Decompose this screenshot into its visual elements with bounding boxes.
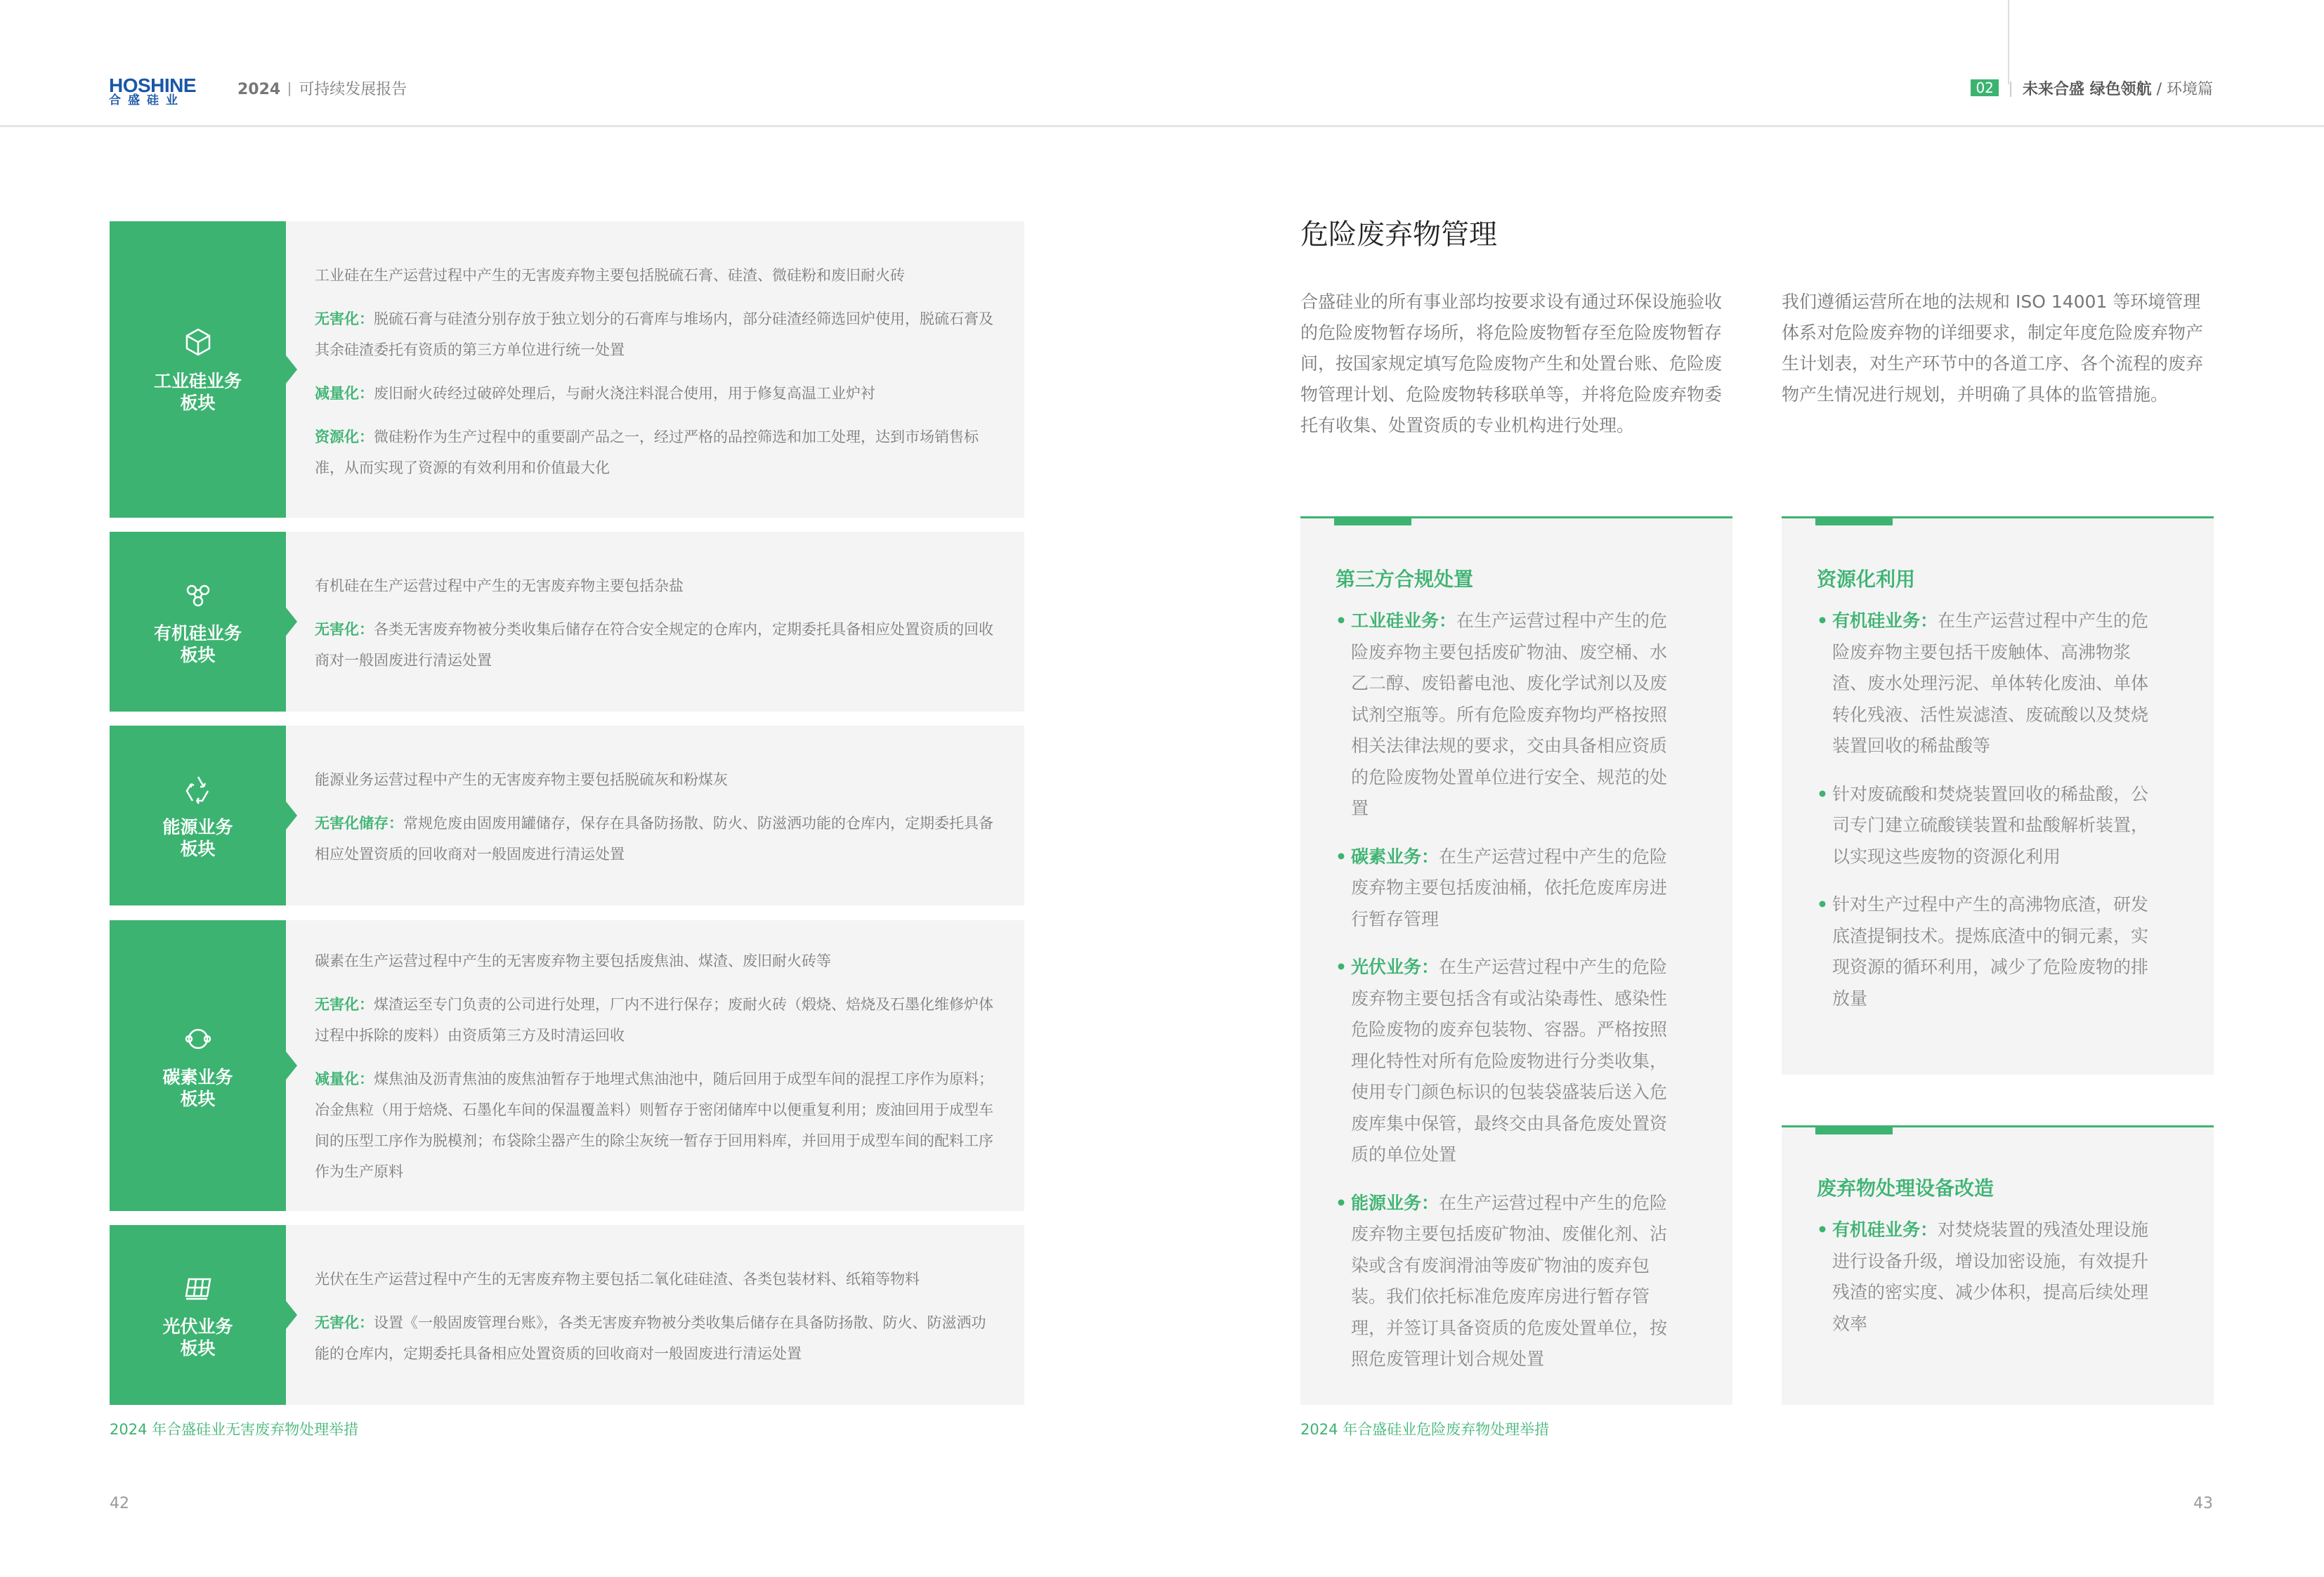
list-item: • 光伏业务：在生产运营过程中产生的危险废弃物主要包括含有或沾染毒性、感染性危险废物的废弃包装物、容器。严格按照理化特性对所有危险废物进行分类收集，使用专门颜色标识的包装袋盛装后送入危废库集中保管，最终交由具备危废处置资质的单位处置 <box>1336 952 1683 1171</box>
segment-body <box>315 570 996 676</box>
page-header <box>0 0 2324 126</box>
report-name: 可持续发展报告 <box>299 81 407 98</box>
page-number-right: 43 <box>2193 1495 2213 1512</box>
divider <box>289 82 290 96</box>
segment-intro: 有机硅在生产运营过程中产生的无害废弃物主要包括杂盐 <box>315 577 684 594</box>
card-third-party-disposal <box>1300 516 1732 1405</box>
segment-label: 工业硅业务 板块 <box>153 371 242 413</box>
page-spine <box>2008 0 2009 84</box>
chapter-title: 未来合盛 绿色领航 <box>2022 81 2152 98</box>
list-item: • 有机硅业务：对焚烧装置的残渣处理设施进行设备升级，增设加密设施，有效提升残渣的密实度、减少体积，提高后续处理效率 <box>1817 1215 2165 1340</box>
segment-intro: 光伏在生产运营过程中产生的无害废弃物主要包括二氧化硅硅渣、各类包装材料、纸箱等物料 <box>315 1271 920 1288</box>
card-title: 废弃物处理设备改造 <box>1817 1177 1995 1200</box>
list-item: • 有机硅业务：在生产运营过程中产生的危险废弃物主要包括干废触体、高沸物浆渣、废水处理污泥、单体转化废油、单体转化残液、活性炭滤渣、废硫酸以及焚烧装置回收的稀盐酸等 <box>1817 606 2165 762</box>
segment-item: 无害化：各类无害废弃物被分类收集后储存在符合安全规定的仓库内，定期委托具备相应处置资质的回收商对一般固废进行清运处置 <box>315 621 993 669</box>
list-item: • 碳素业务：在生产运营过程中产生的危险废弃物主要包括废油桶，依托危废库房进行暂存管理 <box>1336 842 1683 936</box>
segment-item: 无害化：煤渣运至专门负责的公司进行处理，厂内不进行保存；废耐火砖（煅烧、焙烧及石墨化维修炉体过程中拆除的废料）由资质第三方及时清运回收 <box>315 996 993 1044</box>
segment-label-block <box>110 1225 286 1405</box>
segment-item: 减量化：废旧耐火砖经过破碎处理后，与耐火浇注料混合使用，用于修复高温工业炉衬 <box>315 385 875 402</box>
intro-paragraph-left: 合盛硅业的所有事业部均按要求设有通过环保设施验收的危险废物暂存场所，将危险废物暂存至危险废物暂存间，按国家规定填写危险废物产生和处置台账、危险废物管理计划、危险废物转移联单等，并将危险废弃物委托有收集、处置资质的专业机构进行处理。 <box>1300 292 1723 436</box>
table-caption-right: 2024 年合盛硅业危险废弃物处理举措 <box>1300 1421 1550 1438</box>
card-equipment-upgrade <box>1782 1125 2214 1405</box>
segment-label: 能源业务 板块 <box>162 817 233 859</box>
segment-item: 无害化：脱硫石膏与硅渣分别存放于独立划分的石膏库与堆场内，部分硅渣经筛选回炉使用，脱硫石膏及其余硅渣委托有资质的第三方单位进行统一处置 <box>315 310 993 358</box>
card-tab <box>1815 1125 1893 1134</box>
chapter-label: 02 未来合盛 绿色领航 / 环境篇 <box>1971 79 2213 100</box>
divider <box>2010 81 2011 97</box>
segment-photovoltaic <box>110 1225 1024 1405</box>
cube-icon <box>181 325 216 360</box>
segment-label-block <box>110 221 286 518</box>
segment-item: 无害化：设置《一般固废管理台账》，各类无害废弃物被分类收集后储存在具备防扬散、防火、防滋洒功能的仓库内，定期委托具备相应处置资质的回收商对一般固废进行清运处置 <box>315 1314 986 1362</box>
segment-label: 光伏业务 板块 <box>162 1316 233 1359</box>
segment-organic-silicon <box>110 532 1024 712</box>
header-divider <box>0 125 2324 127</box>
report-title <box>237 79 407 100</box>
segment-label: 碳素业务 板块 <box>162 1067 233 1109</box>
table-caption-left: 2024 年合盛硅业无害废弃物处理举措 <box>110 1421 359 1438</box>
logo-text-en: HOSHINE <box>109 74 197 96</box>
segment-body <box>315 1264 996 1369</box>
list-item: • 针对废硫酸和焚烧装置回收的稀盐酸，公司专门建立硫酸镁装置和盐酸解析装置，以实现这些废物的资源化利用 <box>1817 779 2165 873</box>
section-title: 危险废弃物管理 <box>1300 218 1497 251</box>
card-list <box>1817 1215 2165 1356</box>
card-tab <box>1815 516 1893 525</box>
chapter-subtitle: 环境篇 <box>2166 81 2213 98</box>
report-year: 2024 <box>237 81 281 98</box>
segment-body <box>315 764 996 870</box>
recycle-icon <box>181 771 216 806</box>
segment-item: 资源化：微硅粉作为生产过程中的重要副产品之一，经过严格的品控筛选和加工处理，达到市场销售标准，从而实现了资源的有效利用和价值最大化 <box>315 428 979 476</box>
segment-label-block <box>110 920 286 1211</box>
card-list <box>1817 606 2165 1031</box>
page-number-left: 42 <box>110 1495 129 1512</box>
carbon-ring-icon <box>181 1021 216 1056</box>
molecule-icon <box>181 577 216 613</box>
segment-label-block <box>110 532 286 712</box>
segment-body <box>315 260 996 483</box>
segment-label-block <box>110 726 286 905</box>
segment-carbon <box>110 920 1024 1211</box>
list-item: • 针对生产过程中产生的高沸物底渣，研发底渣提铜技术。提炼底渣中的铜元素，实现资源的循环利用，减少了危险废物的排放量 <box>1817 889 2165 1014</box>
card-tab <box>1334 516 1411 525</box>
segment-body <box>315 945 996 1187</box>
hoshine-logo <box>109 74 207 107</box>
segment-item: 无害化储存：常规危废由固废用罐储存，保存在具备防扬散、防火、防滋洒功能的仓库内，定期委托具备相应处置资质的回收商对一般固废进行清运处置 <box>315 815 993 863</box>
logo-text-zh: 合盛硅业 <box>109 93 185 107</box>
segment-industrial-silicon <box>110 221 1024 518</box>
segment-energy <box>110 726 1024 905</box>
solar-panel-icon <box>181 1271 216 1306</box>
segment-intro: 碳素在生产运营过程中产生的无害废弃物主要包括废焦油、煤渣、废旧耐火砖等 <box>315 953 831 969</box>
card-title: 资源化利用 <box>1817 568 1916 591</box>
segment-label: 有机硅业务 板块 <box>153 623 242 665</box>
list-item: • 工业硅业务：在生产运营过程中产生的危险废弃物主要包括废矿物油、废空桶、水乙二醇、废铅蓄电池、废化学试剂以及废试剂空瓶等。所有危险废弃物均严格按照相关法律法规的要求，交由具备相应资质的危险废物处置单位进行安全、规范的处置 <box>1336 606 1683 825</box>
segment-intro: 工业硅在生产运营过程中产生的无害废弃物主要包括脱硫石膏、硅渣、微硅粉和废旧耐火砖 <box>315 267 905 284</box>
card-list <box>1336 606 1683 1392</box>
intro-paragraph-right: 我们遵循运营所在地的法规和 ISO 14001 等环境管理体系对危险废弃物的详细要求，制定年度危险废弃物产生计划表，对生产环节中的各道工序、各个流程的废弃物产生情况进行规划，并明确了具体的监管措施。 <box>1782 292 2204 405</box>
segment-item: 减量化：煤焦油及沥青焦油的废焦油暂存于地埋式焦油池中，随后回用于成型车间的混捏工序作为原料；冶金焦粒（用于焙烧、石墨化车间的保温覆盖料）则暂存于密闭储库中以便重复利用；废油回用于成型车间的压型工序作为脱模剂；布袋除尘器产生的除尘灰统一暂存于回用料库，并回用于成型车间的配料工序作为生产原料 <box>315 1071 993 1180</box>
chapter-number: 02 <box>1971 79 1998 96</box>
card-resource-utilization <box>1782 516 2214 1075</box>
card-title: 第三方合规处置 <box>1336 568 1474 591</box>
segment-intro: 能源业务运营过程中产生的无害废弃物主要包括脱硫灰和粉煤灰 <box>315 771 728 788</box>
list-item: • 能源业务：在生产运营过程中产生的危险废弃物主要包括废矿物油、废催化剂、沾染或含有废润滑油等废矿物油的废弃包装。我们依托标准危废库房进行暂存管理，并签订具备资质的危废处置单位，按照危废管理计划合规处置 <box>1336 1188 1683 1375</box>
